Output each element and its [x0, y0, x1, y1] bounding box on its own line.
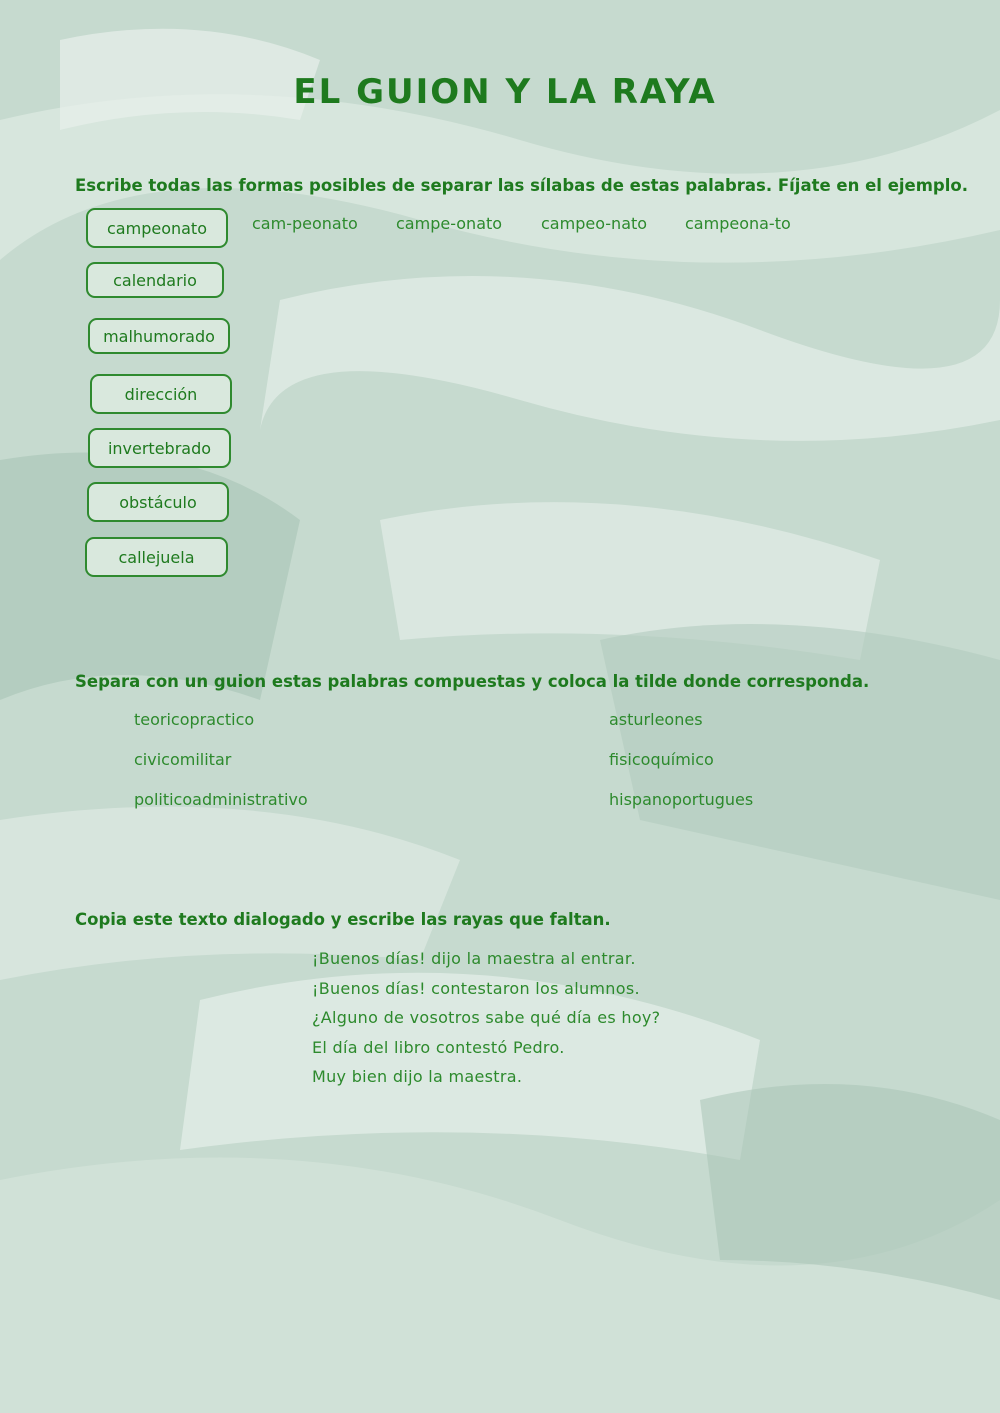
compound-word: politicoadministrativo [134, 790, 308, 809]
example-split: cam-peonato [252, 214, 358, 233]
compound-word: fisicoquímico [609, 750, 714, 769]
dialogue-line: ¡Buenos días! dijo la maestra al entrar. [312, 949, 636, 968]
compound-word: civicomilitar [134, 750, 232, 769]
example-split: campeona-to [685, 214, 791, 233]
instruction-syllables: Escribe todas las formas posibles de separar las sílabas de estas palabras. Fíjate en el ejemplo. [75, 176, 968, 195]
compound-word: hispanoportugues [609, 790, 754, 809]
example-split: campeo-nato [541, 214, 648, 233]
instruction-dialogue: Copia este texto dialogado y escribe las rayas que faltan. [75, 910, 611, 929]
word-box-malhumorado: malhumorado [88, 318, 230, 354]
dialogue-line: El día del libro contestó Pedro. [312, 1038, 565, 1057]
dialogue-line: ¡Buenos días! contestaron los alumnos. [312, 979, 640, 998]
word-box-campeonato: campeonato [86, 208, 228, 248]
word-box-calendario: calendario [86, 262, 224, 298]
word-box-obstaculo: obstáculo [87, 482, 229, 522]
dialogue-line: ¿Alguno de vosotros sabe qué día es hoy? [312, 1008, 661, 1027]
instruction-compounds: Separa con un guion estas palabras compuestas y coloca la tilde donde corresponda. [75, 672, 870, 691]
page-title: EL GUION Y LA RAYA [293, 72, 717, 112]
compound-word: asturleones [609, 710, 703, 729]
compound-word: teoricopractico [134, 710, 255, 729]
word-box-direccion: dirección [90, 374, 232, 414]
dialogue-line: Muy bien dijo la maestra. [312, 1067, 523, 1086]
word-box-callejuela: callejuela [85, 537, 228, 577]
example-split: campe-onato [396, 214, 503, 233]
word-box-invertebrado: invertebrado [88, 428, 231, 468]
